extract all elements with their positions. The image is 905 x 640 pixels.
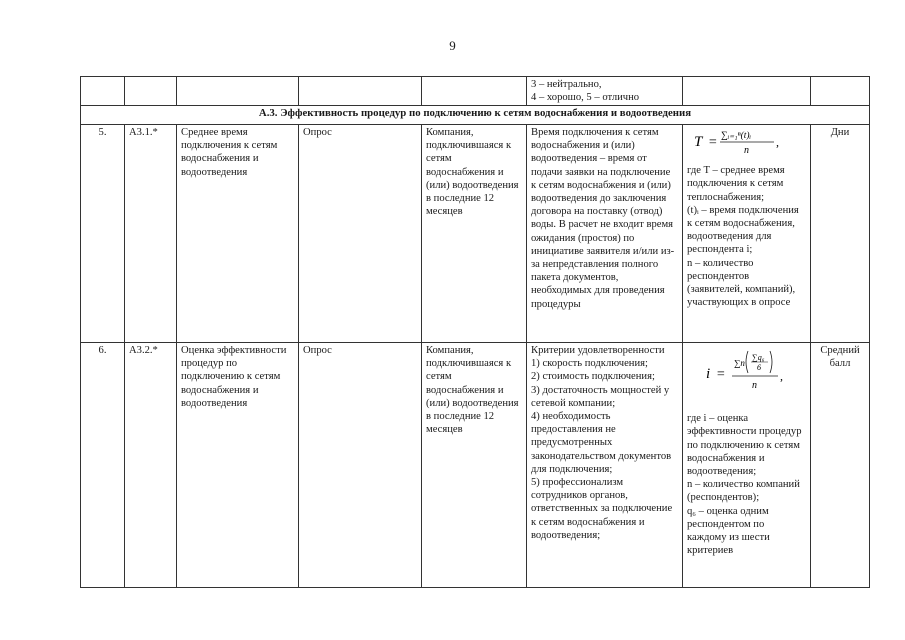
cell-unit-empty [811,77,870,106]
svg-text:,: , [775,135,779,149]
criteria-line: 3) достаточность мощностей у сетевой компании; [531,384,670,409]
criteria-line: 5) профессионализм сотрудников органов, ответственных за подключение к сетям водоснабжения и водоотведения; [531,477,673,541]
table-row-continuation [81,77,870,106]
section-header-row [81,106,870,125]
svg-text:=: = [707,135,717,150]
indicators-table [80,76,870,588]
formula-time-graphic [688,128,806,156]
criteria-line: 4) необходимость предоставления не предусмотренных законодательством документов для подключения; [531,411,672,475]
formula-time [687,128,806,160]
row-number: 5. [81,125,125,343]
formula-legend-line: где i – оценка эффективности процедур по подключению к сетям водоснабжения и водоотведения; [687,413,802,478]
cell-code-empty [125,77,177,106]
row-source: Опрос [299,125,422,343]
cell-source-empty [299,77,422,106]
formula-score-graphic [688,346,806,404]
row-criteria [527,125,683,343]
cell-indicator-empty [177,77,299,106]
svg-text:n: n [743,145,749,156]
page-number: 9 [449,38,456,53]
row-indicator: Среднее время подключения к сетям водоснабжения и водоотведения [177,125,299,343]
svg-text:i: i [705,366,710,382]
formula-legend-line: где T – среднее время подключения к сетям теплоснабжения; [687,165,785,203]
svg-text:∑ᵢ₌₁ⁿ(t)ᵢ: ∑ᵢ₌₁ⁿ(t)ᵢ [720,131,751,141]
table-row [81,343,870,588]
formula-legend-line: q₆ – оценка одним респондентом по каждому из шести критериев [687,505,770,557]
cell-num-empty [81,77,125,106]
svg-text:n: n [751,380,757,391]
formula-score [687,346,806,408]
row-number: 6. [81,343,125,588]
criteria-line: 2) стоимость подключения; [531,371,655,383]
criteria-line: 1) скорость подключения; [531,358,648,370]
criteria-line: 3 – нейтрально, [531,79,602,90]
table-row [81,125,870,343]
row-indicator: Оценка эффективности процедур по подключению к сетям водоснабжения и водоотведения [177,343,299,588]
row-code: А3.1.* [125,125,177,343]
criteria-line: 4 – хорошо, 5 – отлично [531,92,640,104]
row-respondent: Компания, подключившаяся к сетям водоснабжения и (или) водоотведения в последние 12 месяцев [422,343,527,588]
cell-formula-empty [683,77,811,106]
row-code: А3.2.* [125,343,177,588]
section-title: А.3. Эффективность процедур по подключению к сетям водоснабжения и водоотведения [81,106,870,125]
row-respondent: Компания, подключившаяся к сетям водоснабжения и (или) водоотведения в последние 12 месяцев [422,125,527,343]
row-source: Опрос [299,343,422,588]
row-unit: Дни [811,125,870,343]
row-criteria [527,343,683,588]
criteria-line: Время подключения к сетям водоснабжения и (или) водоотведения – время от подачи заявки на подключение к сетям водоснабжения и (или) водоотведения до заключения договора на поставку (отвод) воды. В расчет не входит время ожидания (простоя) по инициативе заявителя и/или из-за непредставления полного пакета документов, необходимых для проведения процедуры [531,127,675,310]
row-formula [683,125,811,343]
svg-text:T: T [693,134,702,150]
formula-legend-line: (t)ᵢ – время подключения к сетям водоснабжения, водоотведения для респондента i; [687,204,799,256]
row-unit: Средний балл [811,343,870,588]
svg-text:,: , [779,369,783,383]
svg-text:∑n: ∑n [733,358,745,368]
cell-respondent-empty [422,77,527,106]
formula-legend-line: n – количество респондентов (заявителей, компаний), участвующих в опросе [687,257,796,309]
formula-legend-line: n – количество компаний (респондентов); [687,479,800,504]
svg-text:=: = [715,367,725,382]
cell-criteria [527,77,683,106]
row-formula [683,343,811,588]
svg-text:6: 6 [756,363,761,372]
svg-text:∑q₆: ∑q₆ [751,353,764,362]
criteria-line: Критерии удовлетворенности [531,345,665,356]
